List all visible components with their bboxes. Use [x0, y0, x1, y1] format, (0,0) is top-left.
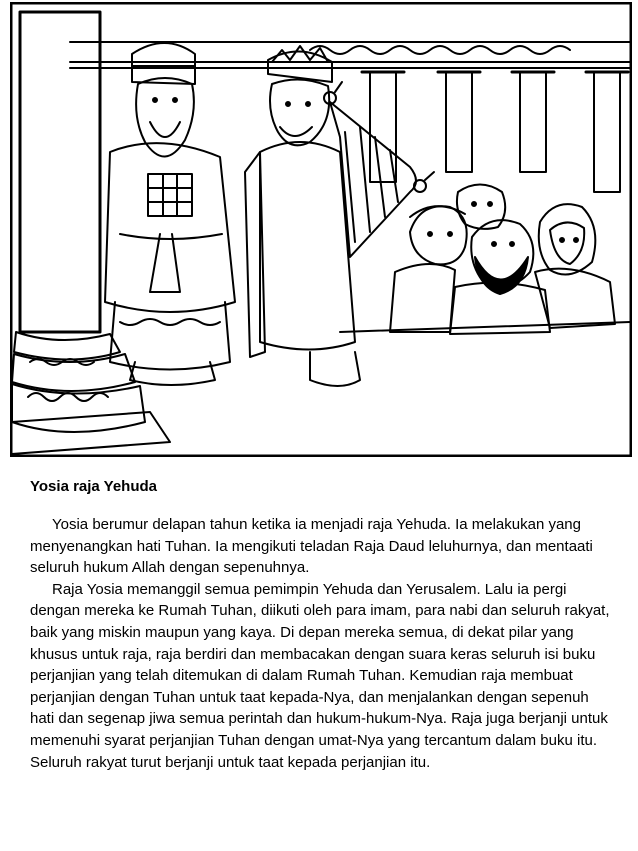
royal-pillar: [12, 12, 170, 454]
king-josiah-figure: [245, 46, 434, 386]
story-body: [30, 514, 610, 773]
story-paragraph: Yosia berumur delapan tahun ketika ia menjadi raja Yehuda. Ia melakukan yang menyenangkan hati Tuhan. Ia mengikuti teladan Raja Daud leluhurnya, dan mentaati seluruh hukum Allah dengan sepenuhnya.: [30, 516, 593, 577]
story-title: Yosia raja Yehuda: [30, 478, 158, 495]
coloring-illustration: [10, 2, 632, 457]
crowd-figures: [390, 185, 615, 335]
high-priest-figure: [105, 43, 235, 385]
story-paragraph: Raja Yosia memanggil semua pemimpin Yehuda dan Yerusalem. Lalu ia pergi dengan mereka ke Rumah Tuhan, diikuti oleh para imam, para nabi dan seluruh rakyat, baik yang miskin maupun yang kaya. Di depan mereka semua, di dekat pilar yang khusus untuk raja, raja berdiri dan membacakan dengan suara keras seluruh isi buku perjanjian yang telah ditemukan di dalam Rumah Tuhan. Kemudian raja membuat perjanjian dengan Tuhan untuk taat kepada-Nya, dan menjalankan dengan sepenuh hati dan segenap jiwa semua perintah dan hukum-hukum-Nya. Raja juga berjanji untuk memenuhi syarat perjanjian Tuhan dengan umat-Nya yang tercantum dalam buku itu. Seluruh rakyat turut berjanji untuk taat kepada perjanjian itu.: [30, 580, 610, 771]
